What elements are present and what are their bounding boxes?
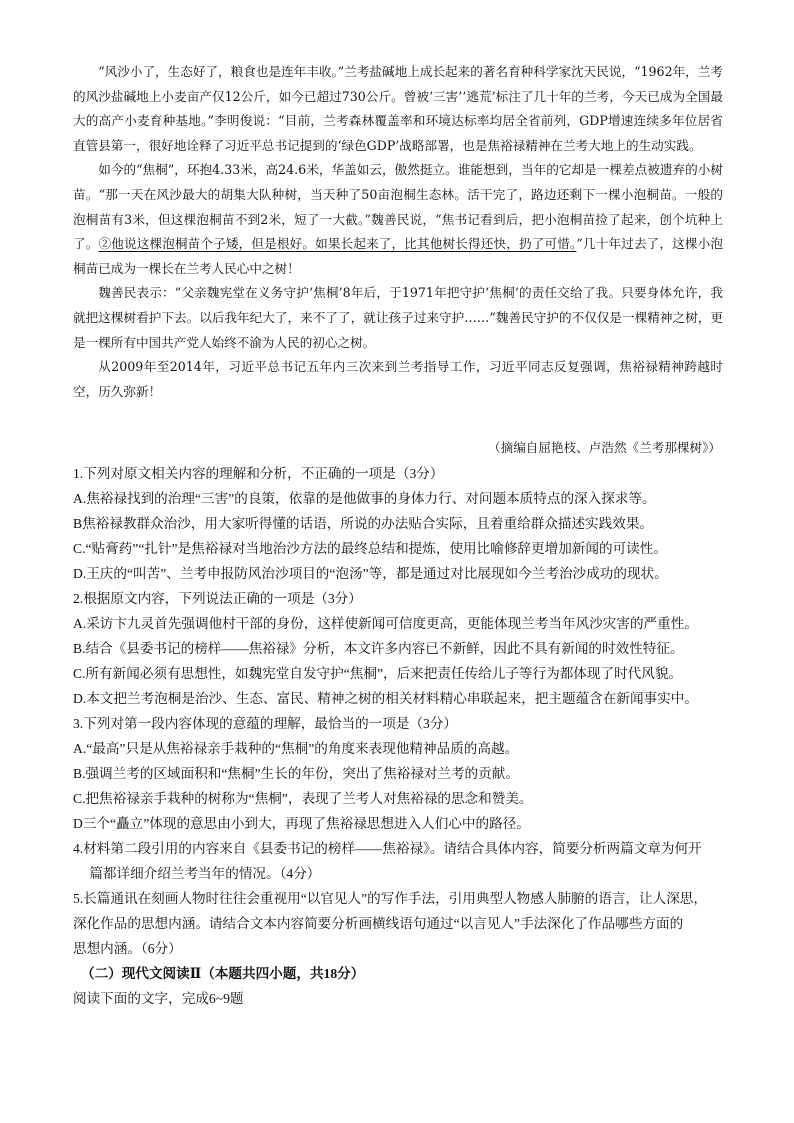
question-5-line-3: 思想内涵。（6分） (73, 941, 182, 956)
question-5-line-2: 深化作品的思想内涵。请结合文本内容简要分析画横线语句通过“以言见人”手法深化了作品哪些方面的 (73, 916, 684, 931)
passage-paragraph-4: 从2009年至2014年，习近平总书记五年内三次来到兰考指导工作，习近平同志反复强调，焦裕禄精神跨越时空，历久弥新！ (73, 359, 723, 399)
question-2-option-d: D.本文把兰考泡桐是治沙、生态、富民、精神之树的相关材料精心串联起来，把主题蕴含在新闻事实中。 (73, 691, 698, 706)
question-4-line-2: 篇都详细介绍兰考当年的情况。（4分） (89, 866, 321, 881)
questions-block (73, 461, 723, 1011)
passage-paragraph-2-end: ”几十年过去了，这棵小泡桐苗已成为一棵长在兰考人民心中之树！ (73, 236, 723, 276)
question-1-option-a: A.焦裕禄找到的治理“三害”的良策，依靠的是他做事的身体力行、对问题本质特点的深入探求等。 (73, 491, 656, 506)
question-2-option-b: B.结合《县委书记的榜样——焦裕禄》分析，本文许多内容已不新鲜，因此不具有新闻的时效性特征。 (73, 641, 684, 656)
reading-passage (73, 60, 723, 404)
question-4-line-1: 4.材料第二段引用的内容来自《县委书记的榜样——焦裕禄》。请结合具体内容，简要分析两篇文章为何开 (73, 841, 702, 856)
question-3-option-d: D三个“矗立”体现的意思由小到大，再现了焦裕禄思想进入人们心中的路径。 (73, 816, 530, 831)
question-1-stem: 1.下列对原文相关内容的理解和分析，不正确的一项是（3分） (73, 466, 444, 481)
question-1-option-c: C.“贴膏药”“扎针”是焦裕禄对当地治沙方法的最终总结和提炼，使用比喻修辞更增加新闻的可读性。 (73, 541, 667, 556)
passage-paragraph-1: “风沙小了，生态好了，粮食也是连年丰收。”兰考盐碱地上成长起来的著名育种科学家沈天民说，“1962年，兰考的风沙盐碱地上小麦亩产仅12公斤，如今已超过730公斤。曾被‘三害’‘逃荒’标注了几十年的兰考，今天已成为全国最大的高产小麦育种基地。”李明俊说：“目前，兰考森林覆盖率和环境达标率均居全省前列，GDP增速连续多年位居省直管县第一，很好地诠释了习近平总书记提到的‘绿色GDP’战略部署，也是焦裕禄精神在兰考大地上的生动实践。 (73, 64, 723, 153)
question-3-option-c: C.把焦裕禄亲手栽种的树称为“焦桐”，表现了兰考人对焦裕禄的思念和赞美。 (73, 791, 533, 806)
passage-paragraph-2-text: 如今的“焦桐”，环抱4.33米，高24.6米，华盖如云，傲然挺立。谁能想到，当年的它却是一棵差点被遗弃的小树苗。“那一天在风沙最大的胡集大队种树，当天种了50亩泡桐生态林。活干完了，路边还剩下一棵小泡桐苗。一般的泡桐苗有3米，但这棵泡桐苗不到2米，短了一大截。”魏善民说，“焦书记看到后，把小泡桐苗捡了起来，创个坑种上了。 (73, 162, 723, 252)
reading-instruction: 阅读下面的文字，完成6~9题 (73, 991, 244, 1006)
question-1-option-b: B焦裕禄教群众治沙，用大家听得懂的话语，所说的办法贴合实际，且着重给群众描述实践效果。 (73, 516, 654, 531)
passage-paragraph-3: 魏善民表示：“父亲魏宪堂在义务守护‘焦桐’8年后，于1971年把守护‘焦桐’的责任交给了我。只要身体允许，我就把这棵树看护下去。以后我年纪大了，来不了了，就让孩子过来守护……”魏善民守护的不仅仅是一棵精神之树，更是一棵所有中国共产党人始终不渝为人民的初心之树。 (73, 285, 723, 350)
underlined-sentence: ②他说这棵泡桐苗个子矮，但是根好。如果长起来了，比其他树长得还快，扔了可惜。 (98, 236, 577, 252)
question-1-option-d: D.王庆的“叫苦”、兰考申报防风治沙项目的“泡汤”等，都是通过对比展现如今兰考治沙成功的现状。 (73, 566, 668, 581)
question-3-option-a: A.“最高”只是从焦裕禄亲手栽种的“焦桐”的角度来表现他精神品质的高越。 (73, 741, 519, 756)
section-heading: （二）现代文阅读Ⅱ（本题共四小题，共18分） (81, 966, 365, 981)
question-5-line-1: 5.长篇通讯在刻画人物时往往会重视用“以官见人”的写作手法，引用典型人物感人肺腑的语言，让人深思， (73, 891, 707, 906)
question-2-stem: 2.根据原文内容，下列说法正确的一项是（3分） (73, 591, 362, 606)
source-citation: （摘编自屈艳枝、卢浩然《兰考那棵树》） (488, 440, 721, 455)
passage-paragraph-2 (73, 158, 723, 281)
question-2-option-a: A.采访卞九灵首先强调他村干部的身份，这样使新闻可信度更高，更能体现兰考当年风沙灾害的严重性。 (73, 616, 698, 631)
question-3-stem: 3.下列对第一段内容体现的意蕴的理解，最恰当的一项是（3分） (73, 716, 458, 731)
question-2-option-c: C.所有新闻必须有思想性，如魏宪堂自发守护“焦桐”，后来把责任传给儿子等行为都体现了时代风貌。 (73, 666, 683, 681)
question-3-option-b: B.强调兰考的区域面积和“焦桐”生长的年份，突出了焦裕禄对兰考的贡献。 (73, 766, 519, 781)
